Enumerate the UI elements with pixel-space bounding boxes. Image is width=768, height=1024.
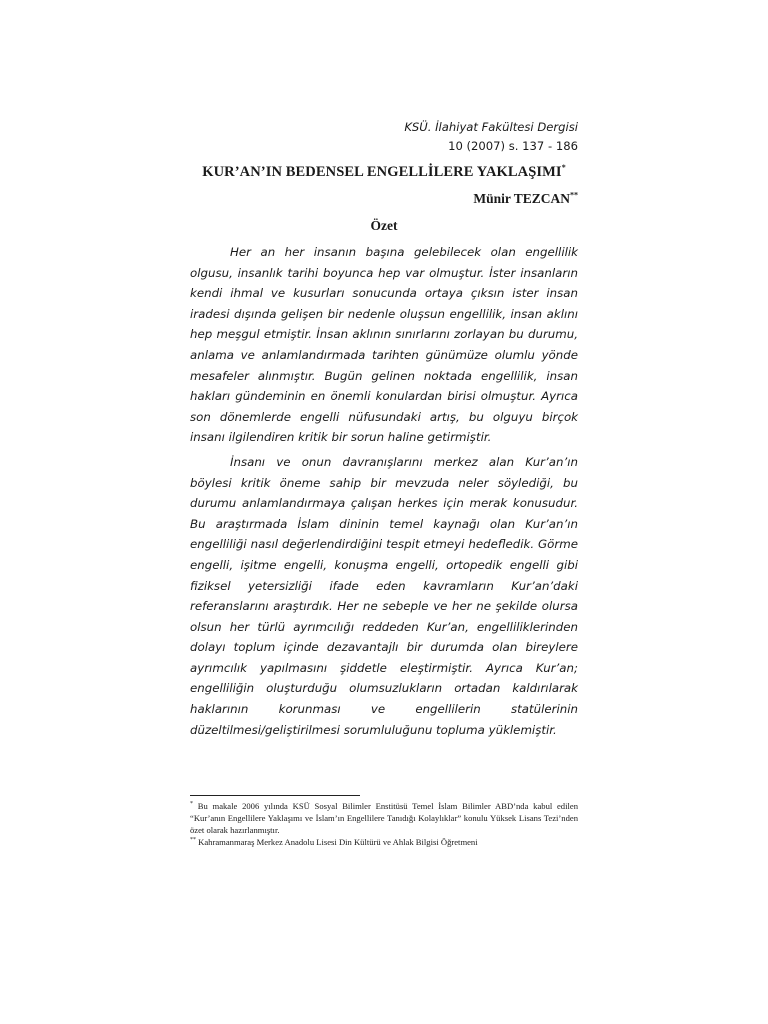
footnotes — [190, 800, 578, 848]
footnote-text: Kahramanmaraş Merkez Anadolu Lisesi Din Kültürü ve Ahlak Bilgisi Öğretmeni — [196, 837, 478, 847]
author-footnote-mark: ** — [570, 190, 578, 200]
footnote-mark: * — [190, 801, 193, 808]
footnote-divider — [190, 795, 360, 796]
journal-header — [190, 118, 578, 156]
volume-pages: 10 (2007) s. 137 - 186 — [448, 139, 578, 153]
journal-name: KSÜ. İlahiyat Fakültesi Dergisi — [404, 120, 578, 134]
author-name: Münir TEZCAN — [473, 191, 570, 206]
article-title-line — [190, 164, 578, 181]
footnote-text: Bu makale 2006 yılında KSÜ Sosyal Bilimler Enstitüsü Temel İslam Bilimler ABD’nda kabul edilen “Kur’anın Engellilere Yaklaşımı ve İslam’ın Engellilere Tanıdığı Kolaylıklar” konulu Yüksek Lisans Tezi’nden özet olarak hazırlanmıştır. — [190, 801, 578, 835]
footnote-mark: ** — [190, 837, 196, 844]
abstract-paragraph: Her an her insanın başına gelebilecek olan engellilik olgusu, insanlık tarihi boyunca hep var olmuştur. İster insanların kendi ihmal ve kusurları sonucunda ortaya çıksın ister insan iradesi dışında gelişen bir nedenle oluşsun engellilik, insan aklını hep meşgul etmiştir. İnsan aklının sınırlarını zorlayan bu durumu, anlama ve anlamlandırmada tarihten günümüze olumlu yönde mesafeler alınmıştır. Bugün gelinen noktada engellilik, insan hakları gündeminin en önemli konulardan birisi olmuştur. Ayrıca son dönemlerde engelli nüfusundaki artış, bu olguyu birçok insanı ilgilendiren kritik bir sorun haline getirmiştir. — [190, 245, 578, 445]
article-title: KUR’AN’IN BEDENSEL ENGELLİLERE YAKLAŞIMI — [202, 164, 562, 180]
article-first-page — [190, 118, 578, 740]
abstract-paragraph: İnsanı ve onun davranışlarını merkez alan Kur’an’ın böylesi kritik öneme sahip bir mevzuda neler söylediği, bu durumu anlamlandırmaya çalışan herkes için merak konusudur. Bu araştırmada İslam dininin temel kaynağı olan Kur’an’ın engelliliği nasıl değerlendirdiğini tespit etmeyi hedefledik. Görme engelli, işitme engelli, konuşma engelli, ortopedik engelli gibi fiziksel yetersizliği ifade eden kavramların Kur’an’daki referanslarını araştırdık. Her ne sebeple ve her ne şekilde olursa olsun her türlü ayrımcılığı reddeden Kur’an, engelliliklerinden dolayı toplum içinde dezavantajlı bir durumda olan bireylere ayrımcılık yapılmasını şiddetle eleştirmiştir. Ayrıca Kur’an; engelliliğin oluşturduğu olumsuzlukların ortadan kaldırılarak haklarının korunması ve engellilerin statülerinin düzeltilmesi/geliştirilmesi sorumluluğunu topluma yüklemiştir. — [190, 454, 578, 737]
title-footnote-mark: * — [561, 163, 566, 173]
footnote — [190, 800, 578, 836]
abstract-heading: Özet — [370, 218, 398, 233]
footnote — [190, 836, 578, 848]
author-line — [190, 191, 578, 207]
